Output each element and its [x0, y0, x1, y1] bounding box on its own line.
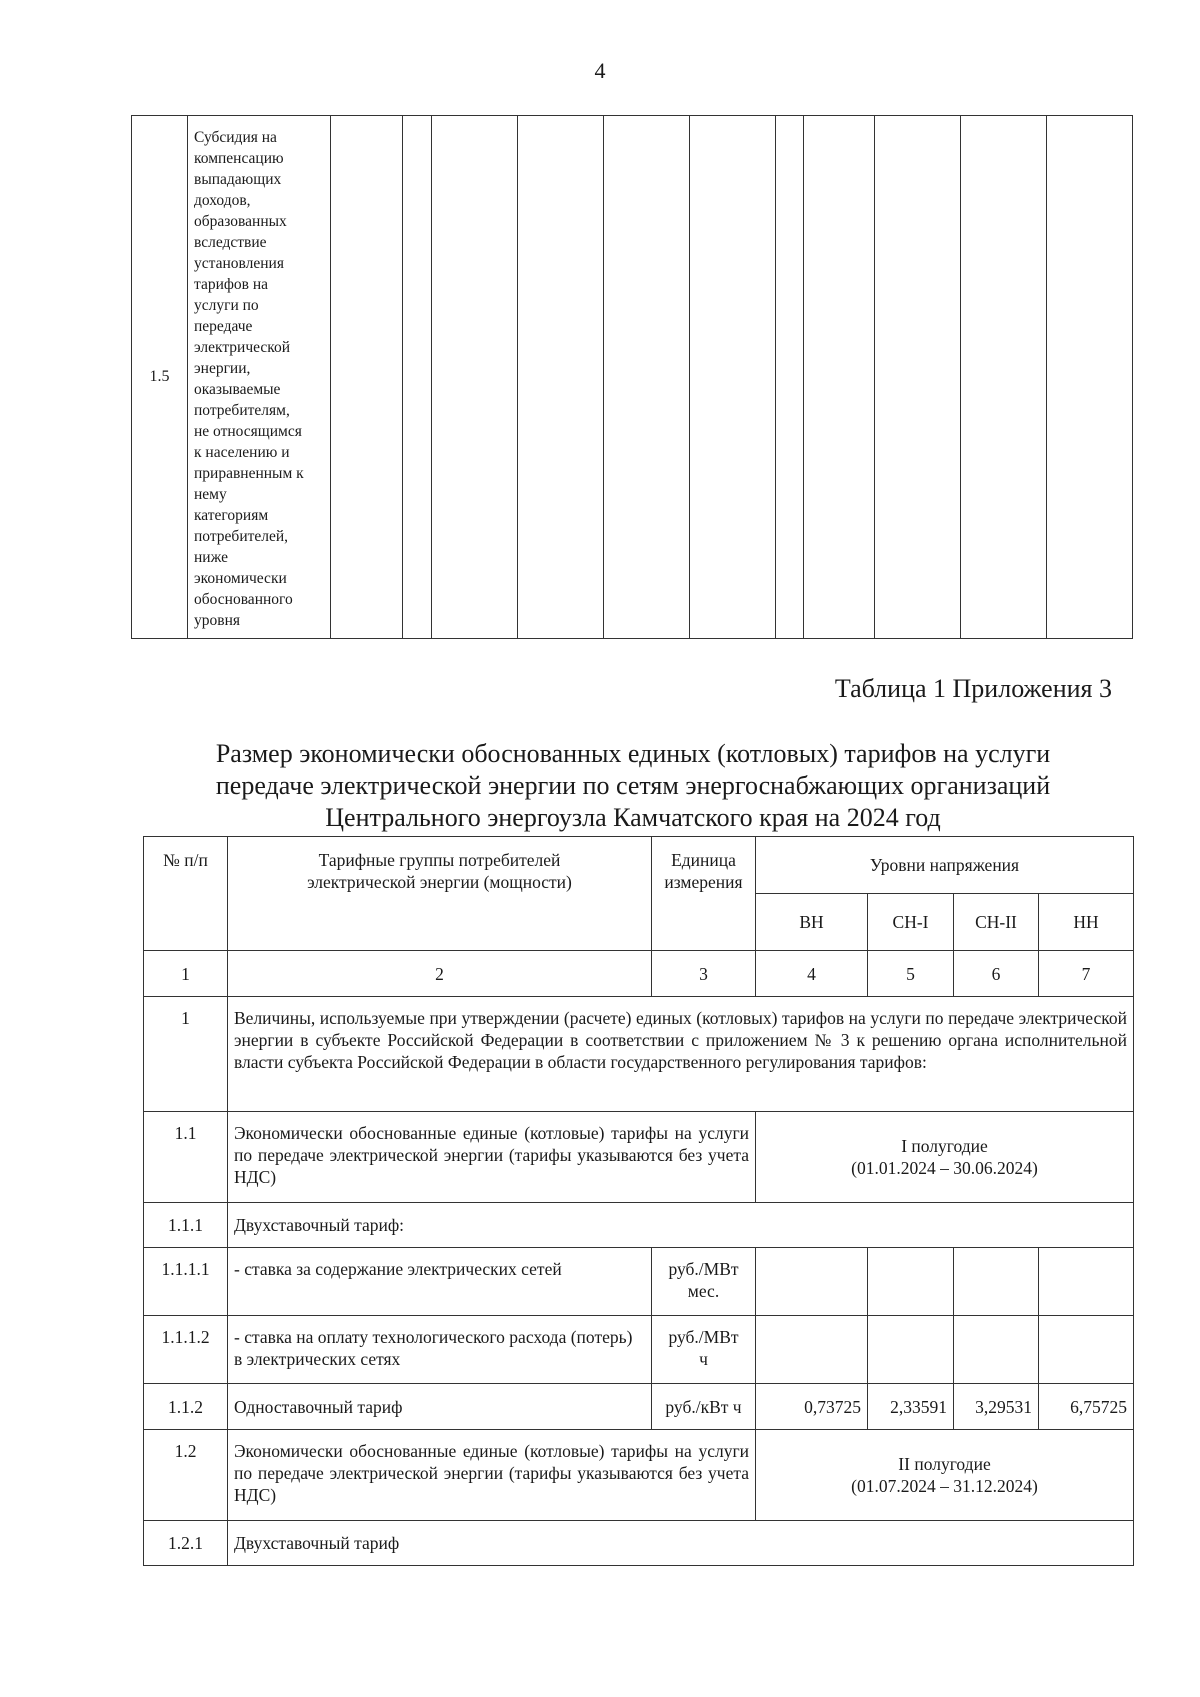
- description-line: уровня: [194, 612, 240, 629]
- table-label: Таблица 1 Приложения 3: [834, 674, 1112, 703]
- row-number: 1.2: [144, 1430, 228, 1521]
- col-number: 1: [144, 951, 228, 997]
- value-nn: 6,75725: [1039, 1384, 1134, 1430]
- row-number: 1.1.1.1: [144, 1248, 228, 1316]
- table-row: [144, 1203, 1134, 1248]
- description-line: энергии,: [194, 360, 251, 377]
- description-line: компенсацию: [194, 150, 284, 167]
- row-number: 1.1.1.2: [144, 1316, 228, 1384]
- header-unit: Единица измерения: [652, 837, 756, 951]
- description-line: потребителей,: [194, 528, 289, 545]
- header-vh: ВН: [756, 894, 868, 951]
- tariff-table: [143, 836, 1134, 1566]
- row-unit: руб./МВт мес.: [652, 1248, 756, 1316]
- row-text: Одноставочный тариф: [228, 1384, 652, 1430]
- table-row: [144, 1384, 1134, 1430]
- row-text: Двухставочный тариф:: [228, 1203, 1134, 1248]
- period-cell: [756, 1430, 1134, 1521]
- row-text: - ставка на оплату технологического расхода (потерь) в электрических сетях: [228, 1316, 652, 1384]
- col-number: 5: [868, 951, 954, 997]
- value-vh: 0,73725: [756, 1384, 868, 1430]
- period-label: II полугодие: [898, 1454, 991, 1474]
- header-nn: НН: [1039, 894, 1134, 951]
- col-number: 2: [228, 951, 652, 997]
- row-number: 1.1.2: [144, 1384, 228, 1430]
- description-line: Субсидия на: [194, 129, 277, 146]
- title-line: Центрального энергоузла Камчатского края на 2024 год: [325, 803, 941, 832]
- description-line: не относящимся: [194, 423, 302, 440]
- description-line: выпадающих: [194, 171, 282, 188]
- description-line: передаче: [194, 318, 253, 335]
- description-line: вследствие: [194, 234, 267, 251]
- description-line: обоснованного: [194, 591, 293, 608]
- table-row: [144, 1316, 1134, 1384]
- table-row: [132, 116, 1133, 639]
- col-number: 4: [756, 951, 868, 997]
- table-row: [144, 1521, 1134, 1566]
- period-cell: [756, 1112, 1134, 1203]
- period-label: I полугодие: [901, 1136, 988, 1156]
- description-line: услуги по: [194, 297, 259, 314]
- description-line: тарифов на: [194, 276, 269, 293]
- table-row: [144, 1248, 1134, 1316]
- row-text: Экономически обоснованные единые (котловые) тарифы на услуги по передаче электрической энергии (тарифы указываются без учета НДС): [228, 1112, 756, 1203]
- document-title: [130, 738, 1136, 834]
- period-dates: (01.07.2024 – 31.12.2024): [851, 1476, 1038, 1496]
- header-voltage-levels: Уровни напряжения: [756, 837, 1134, 894]
- row-unit: руб./кВт ч: [652, 1384, 756, 1430]
- value-sn1: 2,33591: [868, 1384, 954, 1430]
- row-text: Величины, используемые при утверждении (расчете) единых (котловых) тарифов на услуги по передаче электрической энергии в субъекте Российской Федерации в соответствии с приложением № 3 к решению органа исполнительной власти субъекта Российской Федерации в области государственного регулирования тарифов:: [228, 997, 1134, 1112]
- value-sn2: 3,29531: [954, 1384, 1039, 1430]
- description-line: категориям: [194, 507, 269, 524]
- header-sn2: СН-II: [954, 894, 1039, 951]
- table-row: [144, 1112, 1134, 1203]
- row-description: [188, 116, 331, 639]
- description-line: образованных: [194, 213, 287, 230]
- description-line: потребителям,: [194, 402, 290, 419]
- col-number: 7: [1039, 951, 1134, 997]
- description-line: электрической: [194, 339, 291, 356]
- row-text: - ставка за содержание электрических сетей: [228, 1248, 652, 1316]
- header-groups: Тарифные группы потребителей электрической энергии (мощности): [228, 837, 652, 951]
- row-number: 1.5: [132, 116, 188, 639]
- row-number: 1.1.1: [144, 1203, 228, 1248]
- header-sn1: СН-I: [868, 894, 954, 951]
- header-num: № п/п: [144, 837, 228, 951]
- description-line: установления: [194, 255, 284, 272]
- period-dates: (01.01.2024 – 30.06.2024): [851, 1158, 1038, 1178]
- description-line: ниже: [194, 549, 228, 566]
- description-line: экономически: [194, 570, 287, 587]
- description-line: к населению и: [194, 444, 290, 461]
- row-text: Двухставочный тариф: [228, 1521, 1134, 1566]
- row-text: Экономически обоснованные единые (котловые) тарифы на услуги по передаче электрической энергии (тарифы указываются без учета НДС): [228, 1430, 756, 1521]
- row-number: 1: [144, 997, 228, 1112]
- page-number: 4: [594, 58, 606, 83]
- col-number: 3: [652, 951, 756, 997]
- continuation-table: [131, 115, 1133, 639]
- description-line: нему: [194, 486, 227, 503]
- title-line: Размер экономически обоснованных единых (котловых) тарифов на услуги: [215, 739, 1051, 768]
- column-numbers-row: [144, 951, 1134, 997]
- table-row: [144, 1430, 1134, 1521]
- title-line: передаче электрической энергии по сетям энергоснабжающих организаций: [215, 771, 1051, 800]
- description-line: приравненным к: [194, 465, 304, 482]
- description-line: оказываемые: [194, 381, 281, 398]
- description-line: доходов,: [194, 192, 251, 209]
- table-row: [144, 997, 1134, 1112]
- row-number: 1.1: [144, 1112, 228, 1203]
- col-number: 6: [954, 951, 1039, 997]
- row-number: 1.2.1: [144, 1521, 228, 1566]
- row-unit: руб./МВт ч: [652, 1316, 756, 1384]
